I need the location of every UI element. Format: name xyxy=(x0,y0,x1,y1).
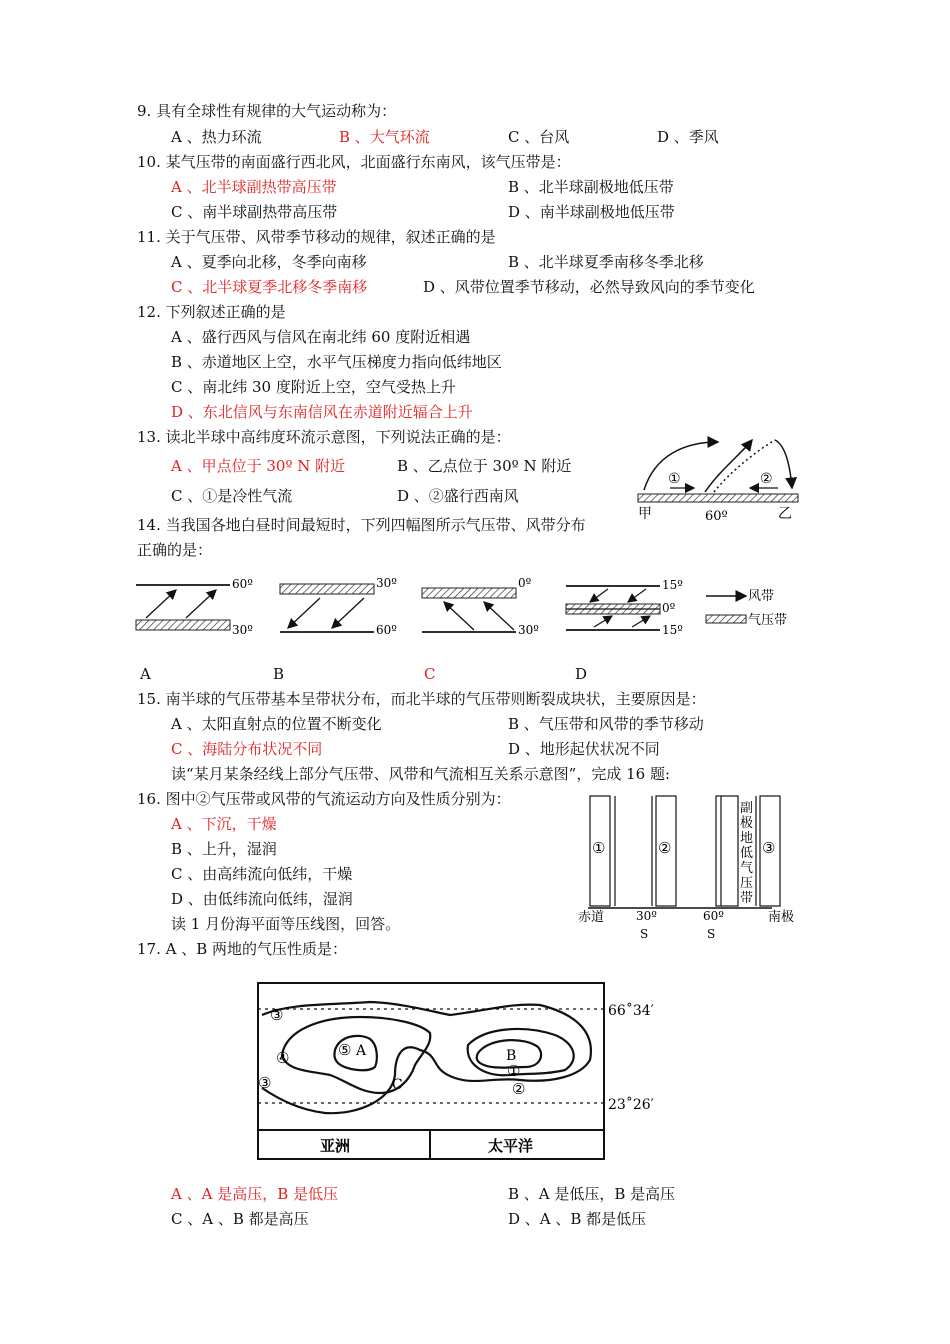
q17-map-pacific-label: 太平洋 xyxy=(488,1137,534,1155)
q13-option-c[interactable]: C 、①是冷性气流 xyxy=(171,487,293,505)
q14-a-top-label: 60º xyxy=(232,577,253,591)
q9-option-c[interactable]: C 、台风 xyxy=(508,128,570,146)
q16-fig-60: 60º xyxy=(703,909,724,923)
q10-stem: 10. 某气压带的南面盛行西北风，北面盛行东南风，该气压带是： xyxy=(137,153,571,171)
q11-option-b[interactable]: B 、北半球夏季南移冬季北移 xyxy=(508,253,704,271)
q17-intro: 读 1 月份海平面等压线图，回答。 xyxy=(171,915,401,933)
q13-fig-circle-1: ① xyxy=(668,471,681,487)
q17-map-point-c: C xyxy=(392,1077,403,1093)
q12-option-c[interactable]: C 、南北纬 30 度附近上空，空气受热上升 xyxy=(171,378,456,396)
q17-map-isobar-4: ④ xyxy=(276,1049,290,1067)
q11-stem: 11. 关于气压带、风带季节移动的规律，叙述正确的是 xyxy=(137,228,496,246)
q14-option-d[interactable]: D xyxy=(575,665,588,683)
q16-fig-vertical-char: 气 xyxy=(740,861,754,876)
q16-option-d[interactable]: D 、由低纬流向低纬，湿润 xyxy=(171,890,353,908)
q16-fig-south-pole: 南极 xyxy=(768,910,795,925)
q16-fig-circle-2: ② xyxy=(658,839,672,857)
q16-fig-60s: S xyxy=(707,927,716,940)
q16-fig-30s: S xyxy=(640,927,649,940)
q15-option-a[interactable]: A 、太阳直射点的位置不断变化 xyxy=(171,715,382,733)
q15-option-c[interactable]: C 、海陆分布状况不同 xyxy=(171,740,323,758)
q16-fig-vertical-char: 副 xyxy=(740,801,754,816)
q16-belt-diagram xyxy=(576,790,804,940)
q17-map-point-a: A xyxy=(356,1043,367,1059)
q14-b-top-label: 30º xyxy=(376,576,397,590)
q9-option-b[interactable]: B 、大气环流 xyxy=(339,128,430,146)
q13-option-a[interactable]: A 、甲点位于 30º N 附近 xyxy=(171,457,346,475)
q17-map-isobar-1: ① xyxy=(507,1062,521,1080)
q16-fig-vertical-char: 带 xyxy=(740,891,754,906)
q17-map-isobar-3-top: ③ xyxy=(270,1006,284,1024)
q17-option-b[interactable]: B 、A 是低压，B 是高压 xyxy=(508,1185,676,1203)
q13-fig-circle-2: ② xyxy=(760,471,773,487)
q17-map-point-b: B xyxy=(506,1048,517,1064)
q12-option-a[interactable]: A 、盛行西风与信风在南北纬 60 度附近相遇 xyxy=(171,328,471,346)
q14-a-bot-label: 30º xyxy=(232,623,253,637)
q13-fig-label-60: 60º xyxy=(705,509,728,524)
q16-fig-vertical-char: 低 xyxy=(740,846,754,861)
q16-option-a[interactable]: A 、下沉，干燥 xyxy=(171,815,277,833)
q16-option-c[interactable]: C 、由高纬流向低纬，干燥 xyxy=(171,865,353,883)
q16-fig-circle-1: ① xyxy=(592,839,606,857)
q10-option-c[interactable]: C 、南半球副热带高压带 xyxy=(171,203,338,221)
q10-option-d[interactable]: D 、南半球副极地低压带 xyxy=(508,203,675,221)
q11-option-a[interactable]: A 、夏季向北移，冬季向南移 xyxy=(171,253,367,271)
q13-fig-label-yi: 乙 xyxy=(778,506,792,522)
q13-option-d[interactable]: D 、②盛行西南风 xyxy=(397,487,519,505)
q14-legend-wind: 风带 xyxy=(748,589,775,604)
q16-fig-equator: 赤道 xyxy=(578,910,605,925)
q14-option-b[interactable]: B xyxy=(273,665,285,683)
q16-option-b[interactable]: B 、上升，湿润 xyxy=(171,840,277,858)
q9-option-a[interactable]: A 、热力环流 xyxy=(171,128,262,146)
q16-stem: 16. 图中②气压带或风带的气流运动方向及性质分别为： xyxy=(137,790,511,808)
q14-option-a[interactable]: A xyxy=(140,665,151,683)
q9-option-d[interactable]: D 、季风 xyxy=(657,128,719,146)
q17-stem: 17. A 、B 两地的气压性质是： xyxy=(137,940,348,958)
q12-stem: 12. 下列叙述正确的是 xyxy=(137,303,286,321)
q14-legend-pressure: 气压带 xyxy=(748,613,788,628)
q16-fig-vertical-char: 压 xyxy=(740,876,754,891)
q12-option-d[interactable]: D 、东北信风与东南信风在赤道附近辐合上升 xyxy=(171,403,473,421)
q13-circulation-diagram xyxy=(630,430,810,525)
q13-option-b[interactable]: B 、乙点位于 30º N 附近 xyxy=(397,457,572,475)
q17-map-asia-label: 亚洲 xyxy=(320,1137,351,1155)
q10-option-a[interactable]: A 、北半球副热带高压带 xyxy=(171,178,337,196)
q17-map-isobar-3-left: ③ xyxy=(258,1074,272,1092)
q14-d-bot-label: 15º xyxy=(662,623,683,637)
q14-c-bot-label: 30º xyxy=(518,623,539,637)
q15-option-d[interactable]: D 、地形起伏状况不同 xyxy=(508,740,660,758)
q15-stem: 15. 南半球的气压带基本呈带状分布，而北半球的气压带则断裂成块状，主要原因是： xyxy=(137,690,706,708)
q17-isobar-map xyxy=(250,975,670,1170)
q16-fig-vertical-char: 极 xyxy=(740,816,754,831)
q17-map-lat-top: 66˚34′ xyxy=(608,1003,654,1019)
q16-fig-circle-3: ③ xyxy=(762,839,776,857)
q17-map-isobar-2: ② xyxy=(512,1080,526,1098)
q11-option-d[interactable]: D 、风带位置季节移动，必然导致风向的季节变化 xyxy=(423,278,755,296)
q12-option-b[interactable]: B 、赤道地区上空，水平气压梯度力指向低纬地区 xyxy=(171,353,502,371)
q11-option-c[interactable]: C 、北半球夏季北移冬季南移 xyxy=(171,278,368,296)
q14-option-c[interactable]: C xyxy=(424,665,436,683)
q17-map-lat-bottom: 23˚26′ xyxy=(608,1097,654,1113)
q14-four-diagrams xyxy=(128,570,808,648)
q17-option-d[interactable]: D 、A 、B 都是低压 xyxy=(508,1210,647,1228)
q16-fig-vertical-char: 地 xyxy=(740,831,754,846)
q14-c-top-label: 0º xyxy=(518,576,532,590)
q10-option-b[interactable]: B 、北半球副极地低压带 xyxy=(508,178,674,196)
q16-fig-30: 30º xyxy=(636,909,657,923)
q15-option-b[interactable]: B 、气压带和风带的季节移动 xyxy=(508,715,704,733)
q9-stem: 9. 具有全球性有规律的大气运动称为： xyxy=(137,102,397,120)
q14-d-top-label: 15º xyxy=(662,578,683,592)
q14-b-bot-label: 60º xyxy=(376,623,397,637)
q13-stem: 13. 读北半球中高纬度环流示意图，下列说法正确的是： xyxy=(137,428,511,446)
q17-map-isobar-5: ⑤ xyxy=(338,1041,352,1059)
q17-option-a[interactable]: A 、A 是高压，B 是低压 xyxy=(171,1185,338,1203)
q14-stem-2: 正确的是： xyxy=(137,541,213,559)
q13-fig-label-jia: 甲 xyxy=(638,506,652,522)
q14-stem-1: 14. 当我国各地白昼时间最短时，下列四幅图所示气压带、风带分布 xyxy=(137,516,586,534)
q16-intro: 读“某月某条经线上部分气压带、风带和气流相互关系示意图”，完成 16 题: xyxy=(171,765,671,783)
q14-d-mid-label: 0º xyxy=(662,601,676,615)
q17-option-c[interactable]: C 、A 、B 都是高压 xyxy=(171,1210,309,1228)
